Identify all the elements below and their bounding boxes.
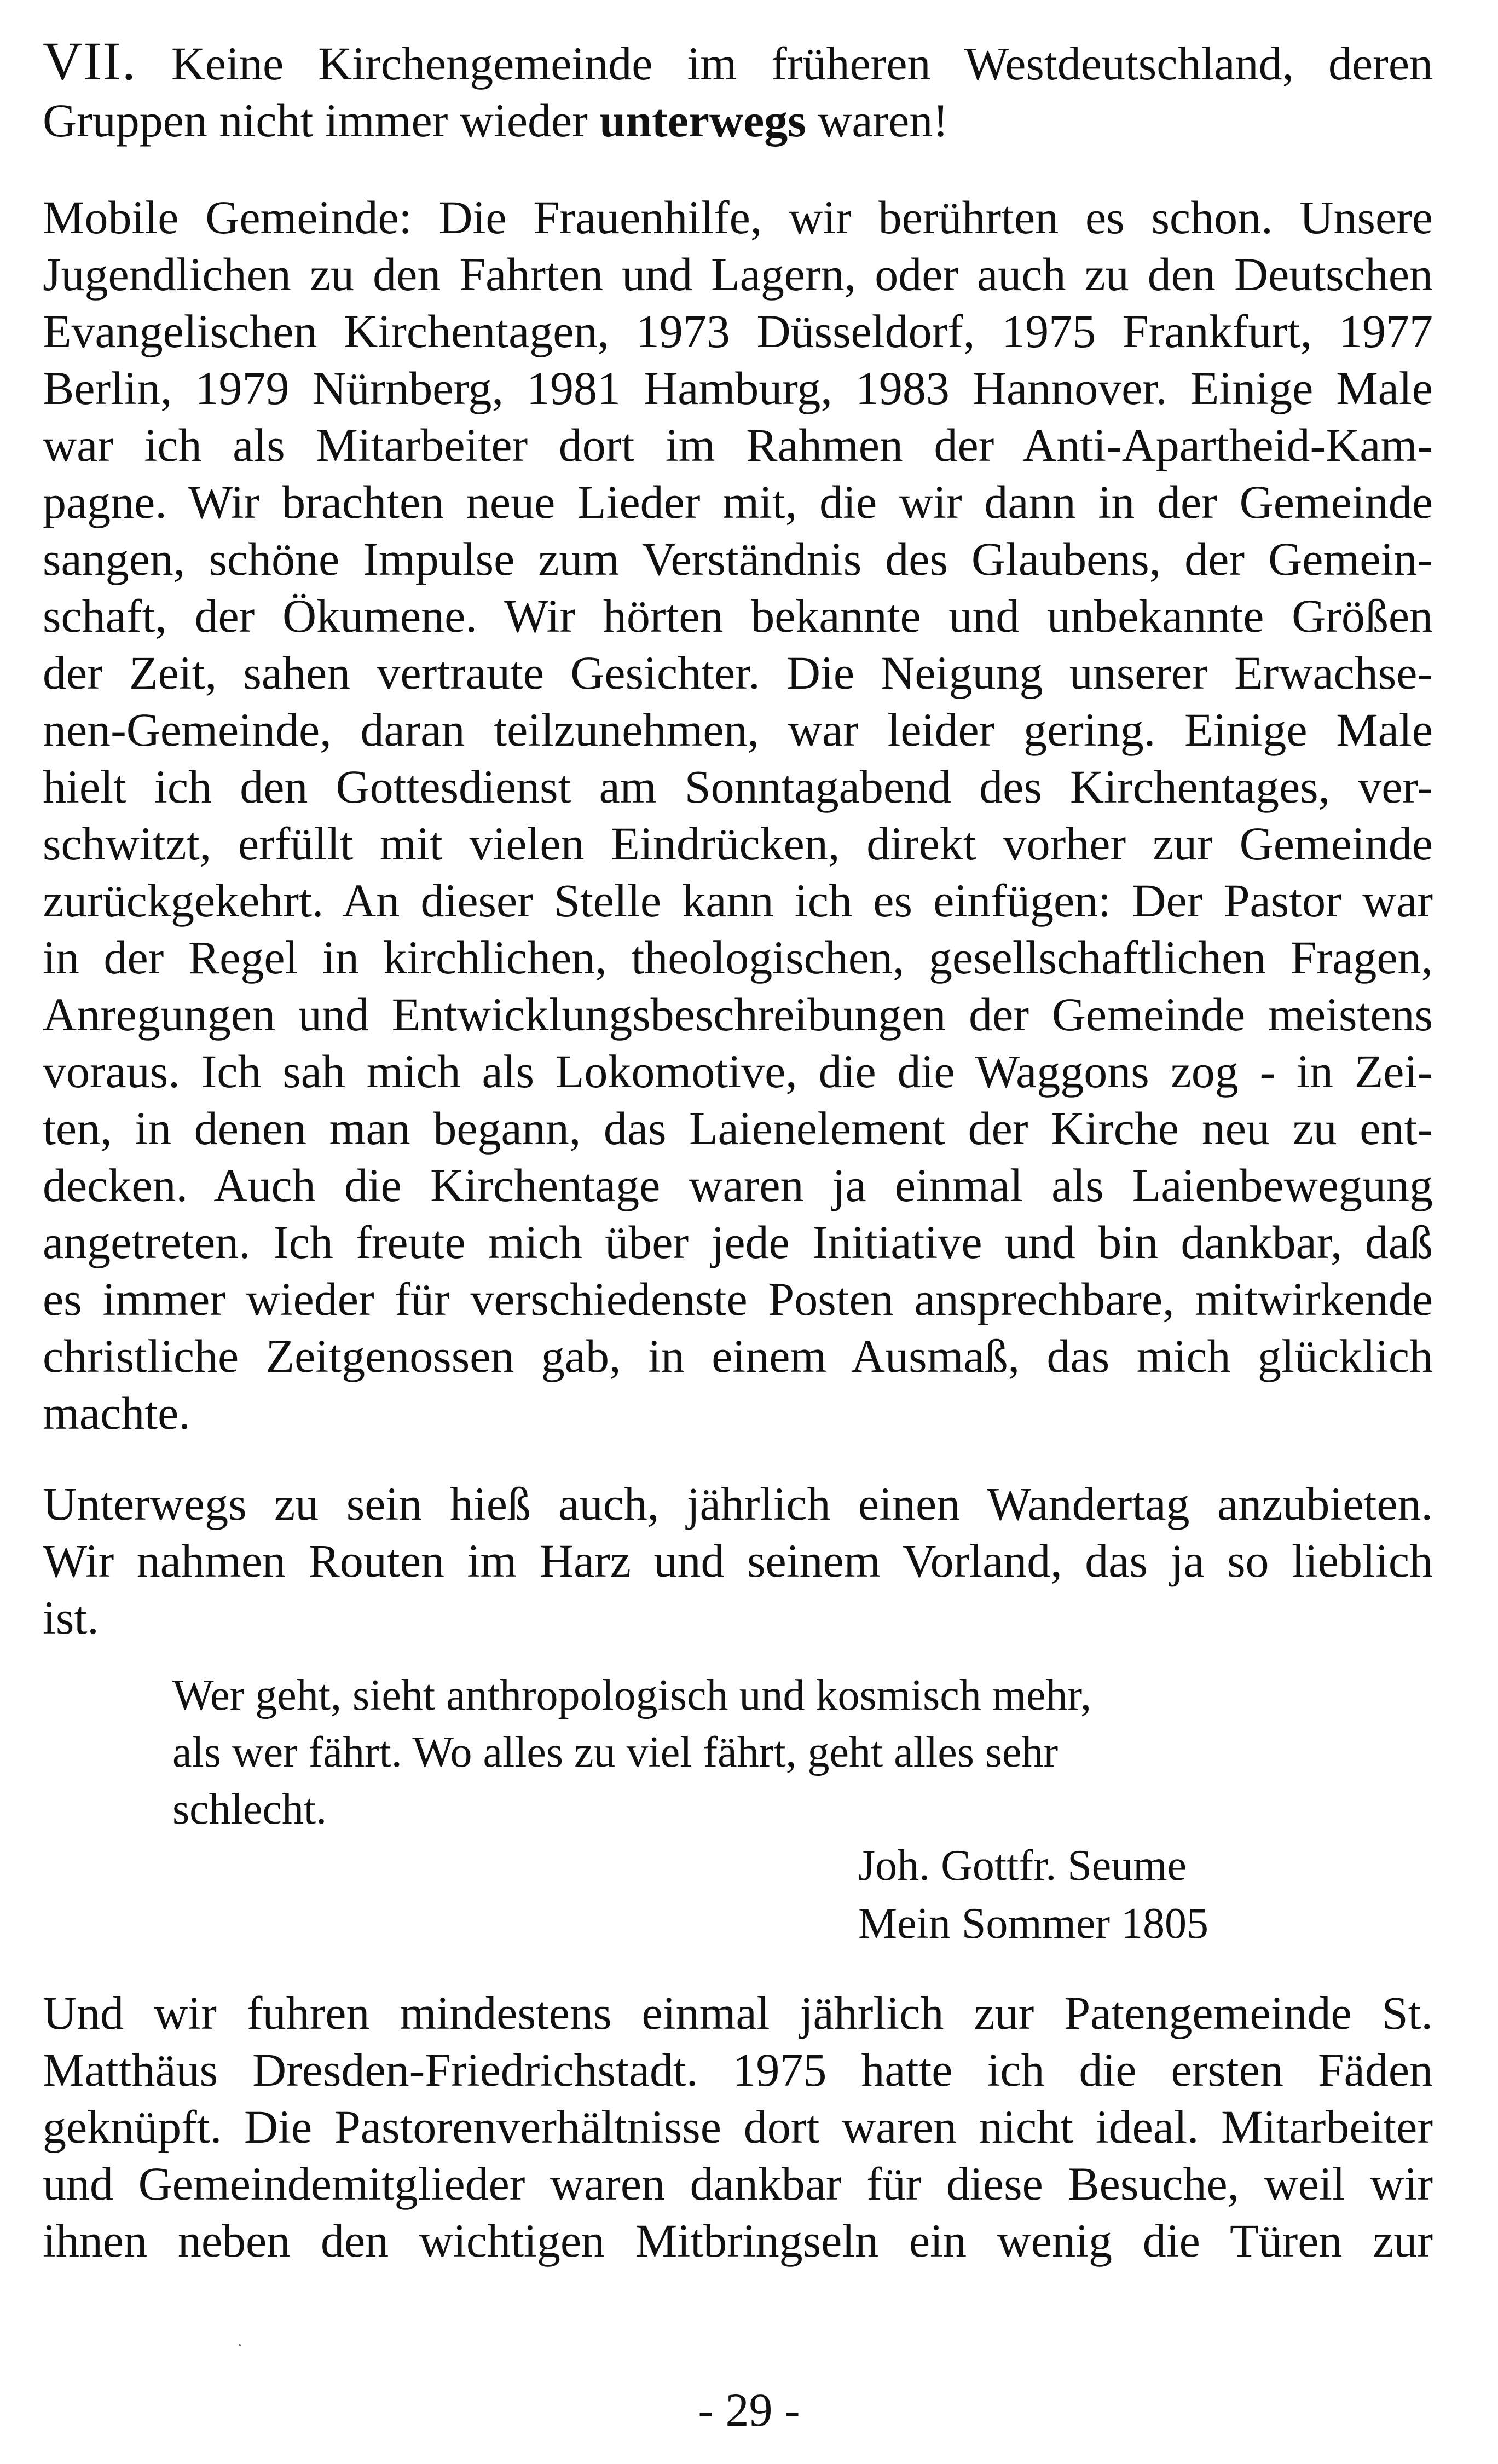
- emphasis-unterwegs: unterwegs: [599, 94, 806, 147]
- paragraph-line: Matthäus Dresden-Friedrichstadt. 1975 hatte ich die ersten Fäden: [43, 2044, 1433, 2096]
- paragraph-patengemeinde: [43, 1984, 1433, 2269]
- paragraph-line: Und wir fuhren mindestens einmal jährlich zur Patengemeinde St.: [43, 1987, 1433, 2039]
- chapter-intro-text-2b: waren!: [818, 94, 948, 147]
- paragraph-line: christliche Zeitgenossen gab, in einem Ausmaß, das mich glücklich: [43, 1330, 1433, 1382]
- paragraph-line: schwitzt, erfüllt mit vielen Eindrücken, direkt vorher zur Gemeinde: [43, 817, 1433, 870]
- quote-line: Wer geht, sieht anthropologisch und kosmisch mehr,: [172, 1671, 1091, 1719]
- paragraph-line: nen-Gemeinde, daran teilzunehmen, war leider gering. Einige Male: [43, 703, 1433, 756]
- paragraph-line: voraus. Ich sah mich als Lokomotive, die die Waggons zog - in Zei-: [43, 1045, 1433, 1098]
- scan-speck: [239, 2344, 241, 2346]
- quote-attribution: [858, 1837, 1208, 1953]
- paragraph-line: war ich als Mitarbeiter dort im Rahmen der Anti-Apartheid-Kam-: [43, 419, 1433, 471]
- chapter-intro-line-1: [43, 33, 1433, 92]
- paragraph-line: Mobile Gemeinde: Die Frauenhilfe, wir berührten es schon. Unsere: [43, 191, 1433, 244]
- paragraph-line: ten, in denen man begann, das Laienelement der Kirche neu zu ent-: [43, 1102, 1433, 1155]
- paragraph-line: pagne. Wir brachten neue Lieder mit, die wir dann in der Gemeinde: [43, 476, 1433, 528]
- paragraph-line: machte.: [43, 1387, 190, 1439]
- paragraph-line: Unterwegs zu sein hieß auch, jährlich einen Wandertag anzubieten.: [43, 1478, 1433, 1530]
- paragraph-line: zurückgekehrt. An dieser Stelle kann ich es einfügen: Der Pastor war: [43, 874, 1433, 927]
- paragraph-line: angetreten. Ich freute mich über jede Initiative und bin dankbar, daß: [43, 1216, 1433, 1268]
- paragraph-line: in der Regel in kirchlichen, theologischen, gesellschaftlichen Fragen,: [43, 931, 1433, 984]
- paragraph-line: Wir nahmen Routen im Harz und seinem Vorland, das ja so lieblich: [43, 1534, 1433, 1587]
- paragraph-line: sangen, schöne Impulse zum Verständnis des Glaubens, der Gemein-: [43, 533, 1433, 585]
- chapter-intro-text-1: Keine Kirchengemeinde im früheren Westdeutschland, deren: [171, 37, 1433, 90]
- paragraph-line: es immer wieder für verschiedenste Posten ansprechbare, mitwirkende: [43, 1273, 1433, 1325]
- quote-source: Mein Sommer 1805: [858, 1900, 1208, 1948]
- paragraph-wandertag: [43, 1475, 1433, 1646]
- paragraph-line: ihnen neben den wichtigen Mitbringseln ein wenig die Türen zur: [43, 2214, 1433, 2267]
- paragraph-line: Anregungen und Entwicklungsbeschreibungen der Gemeinde meistens: [43, 988, 1433, 1041]
- paragraph-line: schaft, der Ökumene. Wir hörten bekannte und unbekannte Größen: [43, 590, 1433, 642]
- paragraph-line: Berlin, 1979 Nürnberg, 1981 Hamburg, 1983 Hannover. Einige Male: [43, 362, 1433, 414]
- quote-line: als wer fährt. Wo alles zu viel fährt, geht alles sehr: [172, 1728, 1059, 1776]
- block-quote: [172, 1667, 1240, 1838]
- page-number: - 29 -: [698, 2384, 800, 2436]
- paragraph-line: decken. Auch die Kirchentage waren ja einmal als Laienbewegung: [43, 1159, 1433, 1211]
- paragraph-line: hielt ich den Gottesdienst am Sonntagabend des Kirchentages, ver-: [43, 760, 1433, 813]
- chapter-number: VII.: [43, 31, 137, 91]
- paragraph-line: und Gemeindemitglieder waren dankbar für diese Besuche, weil wir: [43, 2157, 1433, 2210]
- paragraph-line: ist.: [43, 1591, 99, 1644]
- paragraph-line: Evangelischen Kirchentagen, 1973 Düsseldorf, 1975 Frankfurt, 1977: [43, 305, 1433, 357]
- quote-author: Joh. Gottfr. Seume: [858, 1842, 1187, 1890]
- chapter-intro-text-2a: Gruppen nicht immer wieder: [43, 94, 588, 147]
- chapter-intro-line-2: [43, 92, 1433, 149]
- paragraph-mobile-gemeinde: [43, 189, 1433, 1441]
- paragraph-line: der Zeit, sahen vertraute Gesichter. Die Neigung unserer Erwachse-: [43, 647, 1433, 699]
- chapter-intro: [43, 33, 1433, 149]
- paragraph-line: geknüpft. Die Pastorenverhältnisse dort waren nicht ideal. Mitarbeiter: [43, 2101, 1433, 2153]
- paragraph-line: Jugendlichen zu den Fahrten und Lagern, oder auch zu den Deutschen: [43, 248, 1433, 301]
- quote-line: schlecht.: [172, 1785, 327, 1833]
